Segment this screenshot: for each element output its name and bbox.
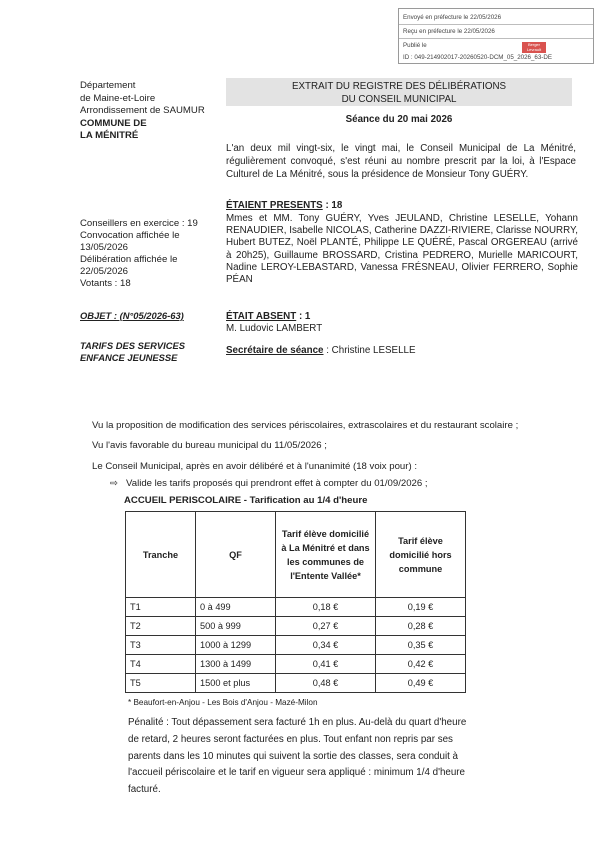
conseil-stats [80,218,198,290]
cell-tarif-commune: 0,18 € [276,598,376,617]
secretaire-line [226,345,416,356]
registre-header [226,78,572,106]
cell-qf: 500 à 999 [196,617,276,636]
presents-heading [226,200,342,211]
cell-qf: 1500 et plus [196,674,276,693]
registre-title: EXTRAIT DU REGISTRE DES DÉLIBÉRATIONS [291,81,507,92]
cell-qf: 1000 à 1299 [196,636,276,655]
commune-line: COMMUNE DE [80,117,147,129]
vu-avis: Vu l'avis favorable du bureau municipal du 11/05/2026 ; [92,440,327,451]
stamp-id: ID : 049-214902017-20260520-DCM_05_2026_63-DE [403,54,552,61]
prefecture-stamp [398,8,594,64]
col-header-tarif-hors: Tarif élève domicilié hors commune [376,512,466,598]
departement-line: de Maine-et-Loire [80,92,156,104]
stat-line: Délibération affichée le [80,254,178,265]
departement-line: Département [80,80,136,91]
stat-line: Convocation affichée le [80,230,180,241]
cell-tranche: T1 [126,598,196,617]
departement-line: Arrondissement de SAUMUR [80,105,205,116]
col-header-tarif-commune: Tarif élève domicilié à La Ménitré et dans les communes de l'Entente Vallée* [276,512,376,598]
stamp-recu: Reçu en préfecture le 22/05/2026 [403,28,495,35]
berger-levrault-logo: Berger Levrault [522,42,546,53]
valide-tarifs [110,478,428,489]
cell-tarif-commune: 0,41 € [276,655,376,674]
cell-qf: 0 à 499 [196,598,276,617]
objet-number: (N°05/2026-63) [116,310,184,321]
cell-tarif-commune: 0,48 € [276,674,376,693]
tarifs-table [125,511,466,693]
table-row [126,636,466,655]
stat-line: 13/05/2026 [80,242,129,253]
table-header-row [126,512,466,598]
cell-tarif-hors: 0,19 € [376,598,466,617]
table-title: ACCUEIL PERISCOLAIRE - Tarification au 1/4 d'heure [124,495,368,506]
penalite-paragraph: Pénalité : Tout dépassement sera facturé 1h en plus. Au-delà du quart d'heure de retard, 2 heures seront facturées en plus. Tout enfant non repris par ses parents dans les 10 minutes qui suivent la sortie des classes, sera conduit à l'accueil périscolaire et le tarif en vigueur sera appliqué : minimum 1/4 d'heure facturé. [128,717,467,796]
cell-qf: 1300 à 1499 [196,655,276,674]
departement-block [80,80,205,143]
cell-tarif-hors: 0,42 € [376,655,466,674]
stamp-publie: Publié le [403,42,427,49]
cell-tranche: T3 [126,636,196,655]
presents-count: : 18 [322,200,343,211]
stat-line: 22/05/2026 [80,266,129,277]
absent-name: M. Ludovic LAMBERT [226,323,323,334]
cell-tranche: T4 [126,655,196,674]
col-header-tranche: Tranche [126,512,196,598]
commune-line: LA MÉNITRÉ [80,130,139,141]
absent-heading [226,311,310,322]
secretaire-label: Secrétaire de séance [226,345,324,356]
presents-list: Mmes et MM. Tony GUÉRY, Yves JEULAND, Christine LESELLE, Yohann RENAUDIER, Isabelle NICOLAS, Catherine DAZZI-RIVIERE, Clarisse NOURRY, Hubert BUTEZ, Noël PLANTÉ, Philippe LE QUÉRÉ, Pascal ORGEREAU (arrivé à 20h25), Guillaume BROSSARD, Cristina PEDRERO, Murielle MARICOURT, Nadine LEROY-LEBASTARD, Vanessa FRÉSNEAU, Olivier FERRERO, Sophie PÉAN [226,213,578,286]
secretaire-name: : Christine LESELLE [323,345,416,356]
objet-title [80,340,185,364]
table-row [126,674,466,693]
cell-tarif-commune: 0,34 € [276,636,376,655]
stat-line: Conseillers en exercice : 19 [80,218,198,229]
stat-line: Votants : 18 [80,278,131,289]
cell-tarif-hors: 0,35 € [376,636,466,655]
objet-title-line: ENFANCE JEUNESSE [80,352,178,363]
absent-label: ÉTAIT ABSENT [226,311,297,322]
col-header-qf: QF [196,512,276,598]
valide-tarifs-text: Valide les tarifs proposés qui prendront effet à compter du 01/09/2026 ; [126,478,428,489]
cell-tarif-commune: 0,27 € [276,617,376,636]
presents-label: ÉTAIENT PRESENTS [226,200,323,211]
cell-tarif-hors: 0,49 € [376,674,466,693]
objet-line [80,310,184,321]
table-row [126,617,466,636]
cell-tarif-hors: 0,28 € [376,617,466,636]
objet-label: OBJET : [80,310,117,321]
absent-count: : 1 [296,311,311,322]
objet-title-line: TARIFS DES SERVICES [80,340,186,351]
cell-tranche: T2 [126,617,196,636]
intro-paragraph: L'an deux mil vingt-six, le vingt mai, le Conseil Municipal de La Ménitré, régulièrement convoqué, s'est réuni au nombre prescrit par la loi, à l'Espace Culturel de La Ménitré, sous la présidence de Monsieur Tony GUÉRY. [226,143,576,181]
seance-date: Séance du 20 mai 2026 [345,114,453,125]
vu-proposition: Vu la proposition de modification des services périscolaires, extrascolaires et du restaurant scolaire ; [92,420,519,431]
arrow-right-icon: ⇨ [110,478,119,489]
cell-tranche: T5 [126,674,196,693]
table-footnote: * Beaufort-en-Anjou - Les Bois d'Anjou - Mazé-Milon [128,698,318,707]
conseil-decision: Le Conseil Municipal, après en avoir délibéré et à l'unanimité (18 voix pour) : [92,461,417,472]
stamp-envoye: Envoyé en préfecture le 22/05/2026 [403,14,502,21]
table-row [126,598,466,617]
registre-subtitle: DU CONSEIL MUNICIPAL [341,94,457,105]
table-row [126,655,466,674]
